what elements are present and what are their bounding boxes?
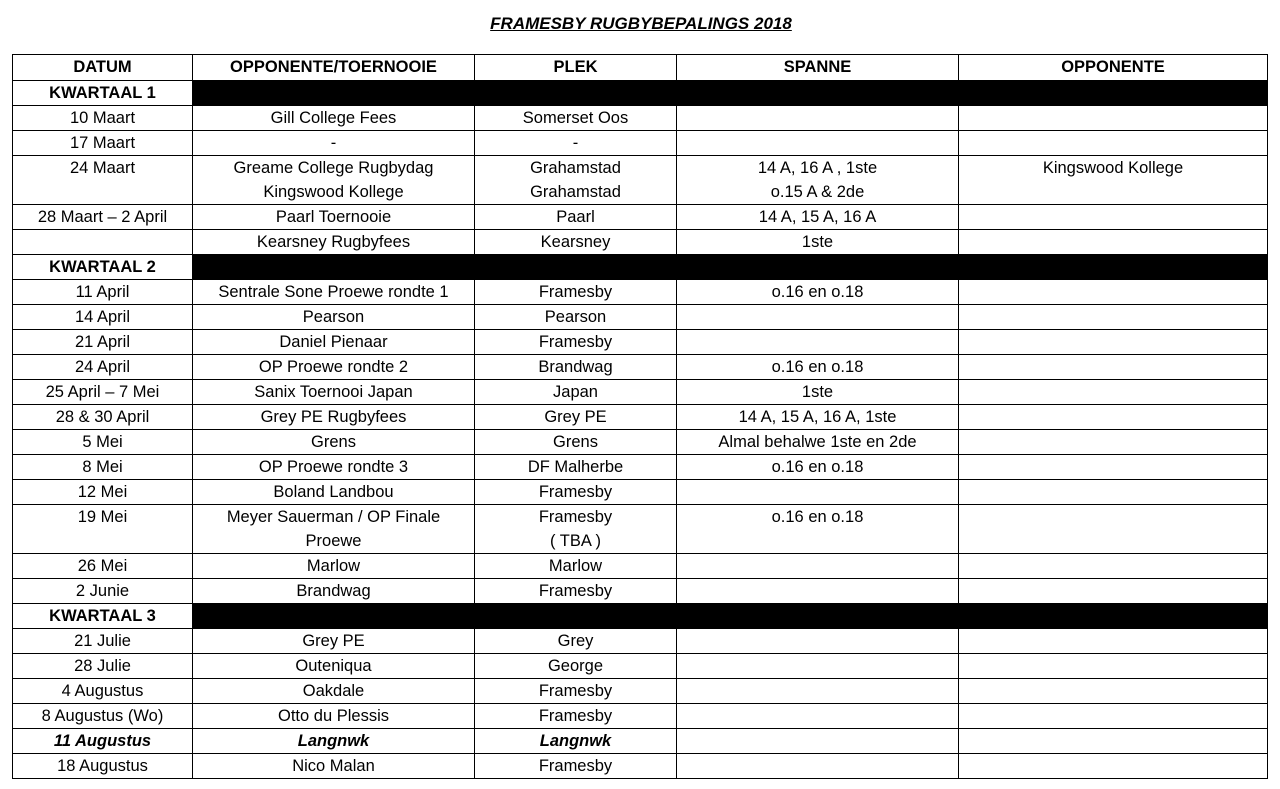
cell-datum: 28 Julie (13, 654, 193, 679)
cell-spanne (677, 205, 959, 230)
cell-opponente (959, 754, 1268, 779)
quarter-label: KWARTAAL 3 (13, 604, 193, 629)
cell-opponente (959, 205, 1268, 230)
cell-line: Framesby (538, 707, 613, 725)
quarter-row (13, 604, 1268, 629)
table-row (13, 679, 1268, 704)
cell-plek (475, 156, 677, 205)
quarter-row (13, 255, 1268, 280)
cell-opponente-toernooie (193, 579, 475, 604)
cell-line: Paarl Toernooie (275, 208, 392, 226)
cell-spanne (677, 505, 959, 554)
table-row (13, 629, 1268, 654)
header-plek: PLEK (475, 55, 677, 81)
cell-opponente (959, 405, 1268, 430)
cell-spanne (677, 654, 959, 679)
cell-line: o.16 en o.18 (771, 358, 864, 376)
cell-opponente: Kingswood Kollege (959, 156, 1268, 205)
fixtures-table (12, 54, 1268, 779)
cell-datum: 12 Mei (13, 480, 193, 505)
cell-datum: 11 Augustus (13, 729, 193, 754)
cell-opponente-toernooie (193, 455, 475, 480)
cell-spanne (677, 480, 959, 505)
cell-line: Kearsney Rugbyfees (256, 233, 411, 251)
cell-opponente (959, 679, 1268, 704)
quarter-row (13, 81, 1268, 106)
table-row (13, 355, 1268, 380)
table-row (13, 455, 1268, 480)
cell-datum: 21 April (13, 330, 193, 355)
table-row (13, 380, 1268, 405)
cell-spanne (677, 305, 959, 330)
cell-plek (475, 455, 677, 480)
cell-opponente-toernooie (193, 405, 475, 430)
cell-line: 1ste (801, 233, 834, 251)
table-row (13, 106, 1268, 131)
table-row (13, 754, 1268, 779)
cell-spanne (677, 230, 959, 255)
quarter-divider-bar (193, 81, 1268, 106)
cell-opponente (959, 629, 1268, 654)
cell-datum: 21 Julie (13, 629, 193, 654)
quarter-divider-bar (193, 255, 1268, 280)
cell-opponente-toernooie (193, 205, 475, 230)
cell-spanne (677, 704, 959, 729)
table-row (13, 230, 1268, 255)
cell-plek (475, 230, 677, 255)
cell-opponente-toernooie (193, 156, 475, 205)
cell-line: Grahamstad (530, 183, 621, 201)
cell-opponente-toernooie (193, 355, 475, 380)
quarter-divider-bar (193, 604, 1268, 629)
cell-opponente-toernooie (193, 505, 475, 554)
cell-plek (475, 729, 677, 754)
cell-line: - (330, 134, 337, 152)
cell-line: Otto du Plessis (278, 707, 389, 725)
cell-datum: 4 Augustus (13, 679, 193, 704)
cell-plek (475, 679, 677, 704)
cell-plek (475, 405, 677, 430)
cell-opponente-toernooie (193, 654, 475, 679)
cell-line: OP Proewe rondte 3 (258, 458, 409, 476)
cell-opponente (959, 430, 1268, 455)
cell-line: Framesby (538, 283, 613, 301)
cell-plek (475, 430, 677, 455)
cell-line: - (572, 134, 579, 152)
cell-opponente (959, 330, 1268, 355)
cell-line: Pearson (302, 308, 365, 326)
cell-line: Outeniqua (295, 657, 372, 675)
table-row (13, 480, 1268, 505)
cell-line: 1ste (801, 383, 834, 401)
cell-spanne (677, 554, 959, 579)
cell-opponente (959, 106, 1268, 131)
cell-line: Sentrale Sone Proewe rondte 1 (218, 283, 449, 301)
cell-line: Framesby (538, 333, 613, 351)
cell-datum: 11 April (13, 280, 193, 305)
cell-line: Pearson (544, 308, 607, 326)
cell-opponente-toernooie (193, 554, 475, 579)
cell-plek (475, 480, 677, 505)
cell-datum: 5 Mei (13, 430, 193, 455)
table-row (13, 131, 1268, 156)
cell-spanne (677, 131, 959, 156)
cell-plek (475, 106, 677, 131)
table-row (13, 430, 1268, 455)
cell-line: Brandwag (538, 358, 613, 376)
cell-datum: 26 Mei (13, 554, 193, 579)
cell-plek (475, 629, 677, 654)
table-row (13, 305, 1268, 330)
cell-spanne (677, 455, 959, 480)
header-row (13, 55, 1268, 81)
table-row (13, 280, 1268, 305)
cell-plek (475, 380, 677, 405)
cell-line: Framesby (538, 483, 613, 501)
cell-line: Marlow (548, 557, 603, 575)
cell-datum: 17 Maart (13, 131, 193, 156)
cell-spanne (677, 330, 959, 355)
cell-opponente (959, 480, 1268, 505)
cell-line: Somerset Oos (522, 109, 629, 127)
table-row (13, 729, 1268, 754)
cell-plek (475, 554, 677, 579)
cell-plek (475, 579, 677, 604)
cell-line: Langnwk (539, 732, 612, 750)
cell-opponente (959, 654, 1268, 679)
cell-line: Marlow (306, 557, 361, 575)
quarter-label: KWARTAAL 1 (13, 81, 193, 106)
cell-line: Sanix Toernooi Japan (254, 383, 413, 401)
cell-opponente (959, 704, 1268, 729)
cell-opponente (959, 579, 1268, 604)
cell-opponente-toernooie (193, 230, 475, 255)
cell-spanne (677, 280, 959, 305)
header-spanne: SPANNE (677, 55, 959, 81)
cell-line: o.16 en o.18 (771, 508, 864, 526)
cell-line: OP Proewe rondte 2 (258, 358, 409, 376)
cell-spanne (677, 729, 959, 754)
header-datum: DATUM (13, 55, 193, 81)
cell-line: Meyer Sauerman / OP Finale (226, 508, 441, 526)
cell-line: Paarl (556, 208, 595, 226)
table-row (13, 405, 1268, 430)
cell-line: DF Malherbe (527, 458, 624, 476)
cell-opponente-toernooie (193, 380, 475, 405)
cell-line: Greame College Rugbydag (233, 159, 434, 177)
table-row (13, 704, 1268, 729)
cell-spanne (677, 355, 959, 380)
cell-opponente-toernooie (193, 305, 475, 330)
cell-line: Grens (553, 433, 598, 451)
table-row (13, 654, 1268, 679)
cell-opponente (959, 131, 1268, 156)
cell-opponente-toernooie (193, 131, 475, 156)
cell-line: Kearsney (540, 233, 611, 251)
cell-datum: 2 Junie (13, 579, 193, 604)
cell-opponente (959, 305, 1268, 330)
cell-datum: 8 Mei (13, 455, 193, 480)
cell-datum: 18 Augustus (13, 754, 193, 779)
table-row (13, 554, 1268, 579)
cell-line: Grahamstad (530, 159, 621, 177)
cell-line: Brandwag (296, 582, 371, 600)
table-row (13, 505, 1268, 554)
cell-spanne (677, 380, 959, 405)
cell-line: Gill College Fees (270, 109, 397, 127)
cell-spanne (677, 156, 959, 205)
cell-line: o.16 en o.18 (771, 283, 864, 301)
cell-opponente-toernooie (193, 430, 475, 455)
cell-line: Oakdale (302, 682, 365, 700)
cell-plek (475, 754, 677, 779)
cell-opponente-toernooie (193, 679, 475, 704)
document-title: FRAMESBY RUGBYBEPALINGS 2018 (490, 14, 792, 33)
cell-line: Framesby (538, 582, 613, 600)
cell-spanne (677, 430, 959, 455)
cell-opponente (959, 729, 1268, 754)
cell-line: Japan (553, 383, 598, 401)
cell-opponente-toernooie (193, 629, 475, 654)
cell-line: Grey PE (302, 632, 365, 650)
table-row (13, 205, 1268, 230)
cell-line: Grens (311, 433, 356, 451)
cell-spanne (677, 629, 959, 654)
cell-plek (475, 330, 677, 355)
cell-opponente-toernooie (193, 106, 475, 131)
cell-line: 14 A, 15 A, 16 A (758, 208, 877, 226)
cell-line: Nico Malan (292, 757, 375, 775)
table-row (13, 156, 1268, 205)
cell-line: Grey PE Rugbyfees (260, 408, 407, 426)
cell-line: Boland Landbou (273, 483, 394, 501)
cell-spanne (677, 754, 959, 779)
cell-line: Almal behalwe 1ste en 2de (718, 433, 917, 451)
cell-line: Daniel Pienaar (279, 333, 388, 351)
cell-plek (475, 280, 677, 305)
cell-plek (475, 205, 677, 230)
quarter-label: KWARTAAL 2 (13, 255, 193, 280)
cell-line: Grey (557, 632, 594, 650)
header-opponente: OPPONENTE (959, 55, 1268, 81)
cell-spanne (677, 679, 959, 704)
cell-line: o.16 en o.18 (771, 458, 864, 476)
cell-line: Framesby (538, 682, 613, 700)
cell-opponente (959, 554, 1268, 579)
table-row (13, 330, 1268, 355)
cell-opponente (959, 230, 1268, 255)
cell-datum: 28 & 30 April (13, 405, 193, 430)
cell-datum: 8 Augustus (Wo) (13, 704, 193, 729)
cell-opponente (959, 380, 1268, 405)
cell-datum: 10 Maart (13, 106, 193, 131)
cell-opponente-toernooie (193, 704, 475, 729)
cell-spanne (677, 405, 959, 430)
cell-line: George (547, 657, 604, 675)
cell-line: o.15 A & 2de (770, 183, 865, 201)
cell-line: Framesby (538, 508, 613, 526)
table-row (13, 579, 1268, 604)
cell-line: Kingswood Kollege (263, 183, 404, 201)
cell-line: Framesby (538, 757, 613, 775)
cell-spanne (677, 579, 959, 604)
cell-datum: 24 April (13, 355, 193, 380)
cell-plek (475, 305, 677, 330)
cell-plek (475, 505, 677, 554)
cell-opponente-toernooie (193, 330, 475, 355)
cell-datum: 25 April – 7 Mei (13, 380, 193, 405)
cell-line: 14 A, 16 A , 1ste (757, 159, 878, 177)
cell-datum: 19 Mei (13, 505, 193, 554)
cell-opponente (959, 355, 1268, 380)
cell-opponente-toernooie (193, 754, 475, 779)
cell-plek (475, 654, 677, 679)
cell-line: Langnwk (297, 732, 370, 750)
cell-line: 14 A, 15 A, 16 A, 1ste (738, 408, 897, 426)
cell-opponente (959, 505, 1268, 554)
cell-spanne (677, 106, 959, 131)
cell-opponente-toernooie (193, 280, 475, 305)
cell-datum: 14 April (13, 305, 193, 330)
cell-plek (475, 131, 677, 156)
header-opponente-toernooie: OPPONENTE/TOERNOOIE (193, 55, 475, 81)
cell-line: Proewe (305, 532, 362, 550)
cell-datum: 28 Maart – 2 April (13, 205, 193, 230)
cell-line: Grey PE (544, 408, 607, 426)
cell-opponente (959, 280, 1268, 305)
table-body (13, 81, 1268, 779)
cell-line: ( TBA ) (549, 532, 602, 550)
cell-opponente-toernooie (193, 480, 475, 505)
cell-plek (475, 355, 677, 380)
cell-datum: 24 Maart (13, 156, 193, 205)
cell-datum (13, 230, 193, 255)
cell-opponente (959, 455, 1268, 480)
cell-opponente-toernooie (193, 729, 475, 754)
cell-plek (475, 704, 677, 729)
